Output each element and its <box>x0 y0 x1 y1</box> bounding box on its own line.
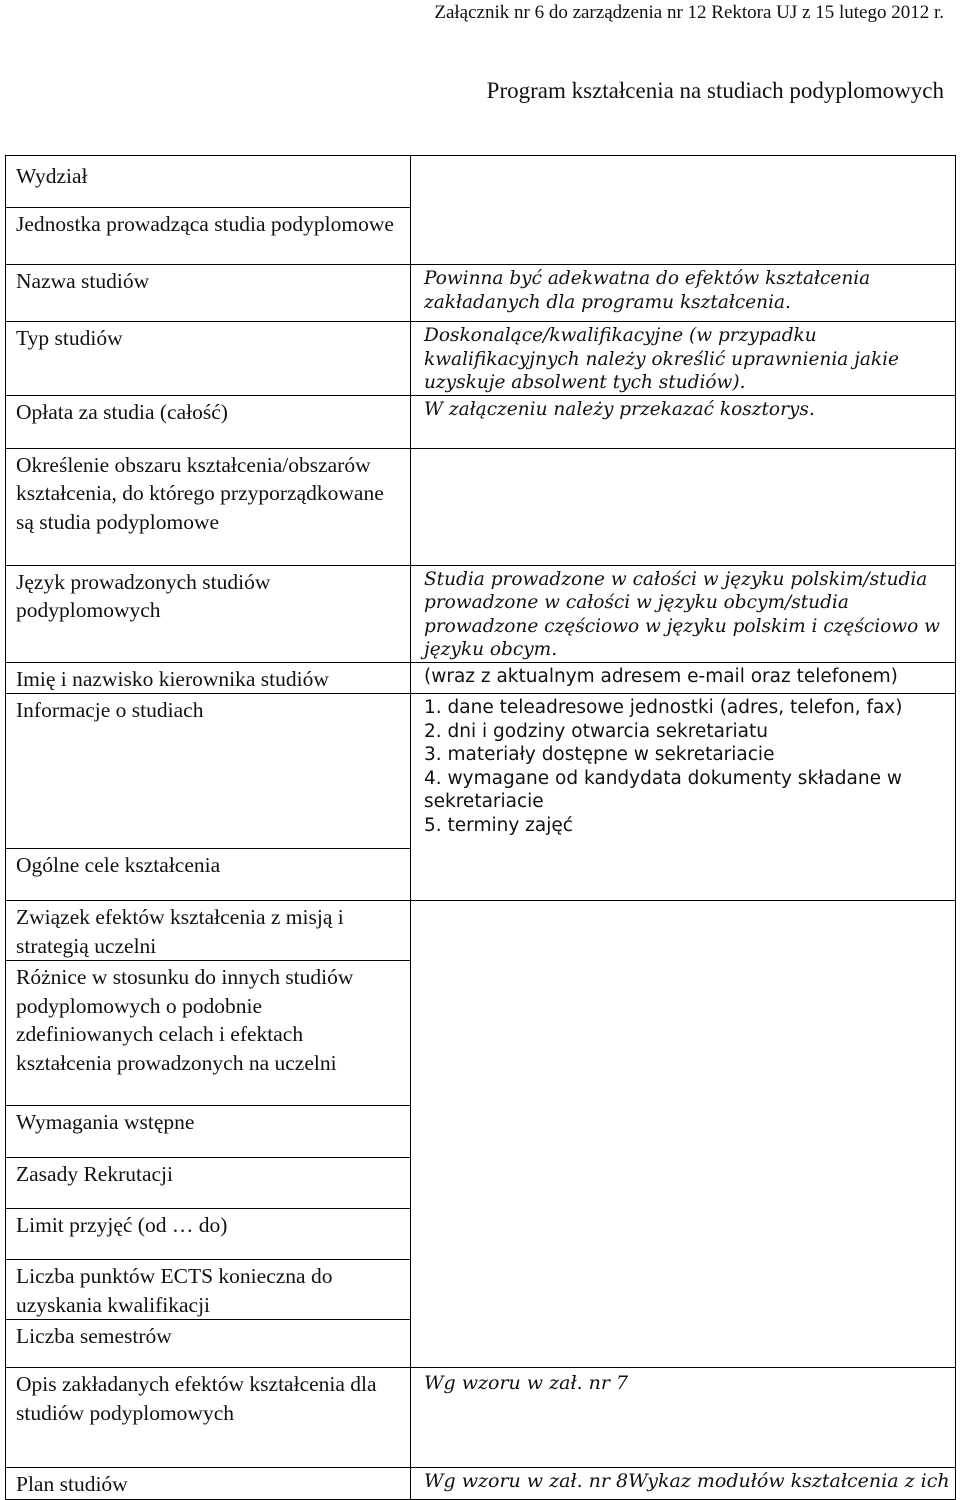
value-plan: Wg wzoru w zał. nr 8Wykaz modułów kształcenia z ich <box>411 1468 956 1500</box>
row-name <box>6 265 956 322</box>
document-title: Program kształcenia na studiach podyplomowych <box>486 78 944 103</box>
info-item: 5. terminy zajęć <box>424 814 573 836</box>
label-name: Nazwa studiów <box>6 265 411 322</box>
label-limit: Limit przyjęć (od … do) <box>6 1209 411 1260</box>
label-requirements: Wymagania wstępne <box>6 1106 411 1158</box>
value-language: Studia prowadzone w całości w języku polskim/studia prowadzone w całości w języku obcym/studia prowadzone częściowo w języku polskim i częściowo w języku obcym. <box>411 565 956 662</box>
row-info <box>6 694 956 849</box>
value-empty-top <box>411 156 956 265</box>
info-item: 4. wymagane od kandydata dokumenty składane w sekretariacie <box>424 767 902 812</box>
label-semesters: Liczba semestrów <box>6 1320 411 1368</box>
label-faculty: Wydział <box>6 156 411 208</box>
value-name: Powinna być adekwatna do efektów kształcenia zakładanych dla programu kształcenia. <box>411 265 956 322</box>
label-differences: Różnice w stosunku do innych studiów podyplomowych o podobnie zdefiniowanych celach i efektach kształcenia prowadzonych na uczelni <box>6 961 411 1106</box>
label-goals: Ogólne cele kształcenia <box>6 849 411 901</box>
value-area <box>411 448 956 565</box>
label-recruitment: Zasady Rekrutacji <box>6 1158 411 1209</box>
row-outcomes <box>6 1368 956 1468</box>
label-info: Informacje o studiach <box>6 694 411 849</box>
label-area: Określenie obszaru kształcenia/obszarów kształcenia, do którego przyporządkowane są studia podyplomowe <box>6 448 411 565</box>
row-plan <box>6 1468 956 1500</box>
row-language <box>6 565 956 662</box>
label-outcomes: Opis zakładanych efektów kształcenia dla studiów podyplomowych <box>6 1368 411 1468</box>
row-fee <box>6 395 956 448</box>
label-ects: Liczba punktów ECTS konieczna do uzyskania kwalifikacji <box>6 1260 411 1320</box>
label-unit: Jednostka prowadząca studia podyplomowe <box>6 208 411 265</box>
program-form-table <box>5 155 956 1500</box>
label-mission: Związek efektów kształcenia z misją i strategią uczelni <box>6 901 411 961</box>
label-type: Typ studiów <box>6 322 411 396</box>
label-language: Język prowadzonych studiów podyplomowych <box>6 565 411 662</box>
value-outcomes: Wg wzoru w zał. nr 7 <box>411 1368 956 1468</box>
value-type: Doskonalące/kwalifikacyjne (w przypadku kwalifikacyjnych należy określić uprawnienia jakie uzyskuje absolwent tych studiów). <box>411 322 956 396</box>
label-plan: Plan studiów <box>6 1468 411 1500</box>
row-head <box>6 662 956 694</box>
info-item: 2. dni i godziny otwarcia sekretariatu <box>424 720 768 742</box>
row-mission <box>6 901 956 961</box>
label-fee: Opłata za studia (całość) <box>6 395 411 448</box>
row-area <box>6 448 956 565</box>
value-head: (wraz z aktualnym adresem e-mail oraz telefonem) <box>411 662 956 694</box>
annex-note: Załącznik nr 6 do zarządzenia nr 12 Rektora UJ z 15 lutego 2012 r. <box>434 2 944 23</box>
value-empty-middle <box>411 901 956 1368</box>
info-item: 3. materiały dostępne w sekretariacie <box>424 744 775 765</box>
info-item: 1. dane teleadresowe jednostki (adres, telefon, fax) <box>424 697 903 718</box>
row-type <box>6 322 956 396</box>
label-head: Imię i nazwisko kierownika studiów <box>6 662 411 694</box>
row-faculty <box>6 156 956 208</box>
value-fee: W załączeniu należy przekazać kosztorys. <box>411 395 956 448</box>
value-info <box>411 694 956 901</box>
